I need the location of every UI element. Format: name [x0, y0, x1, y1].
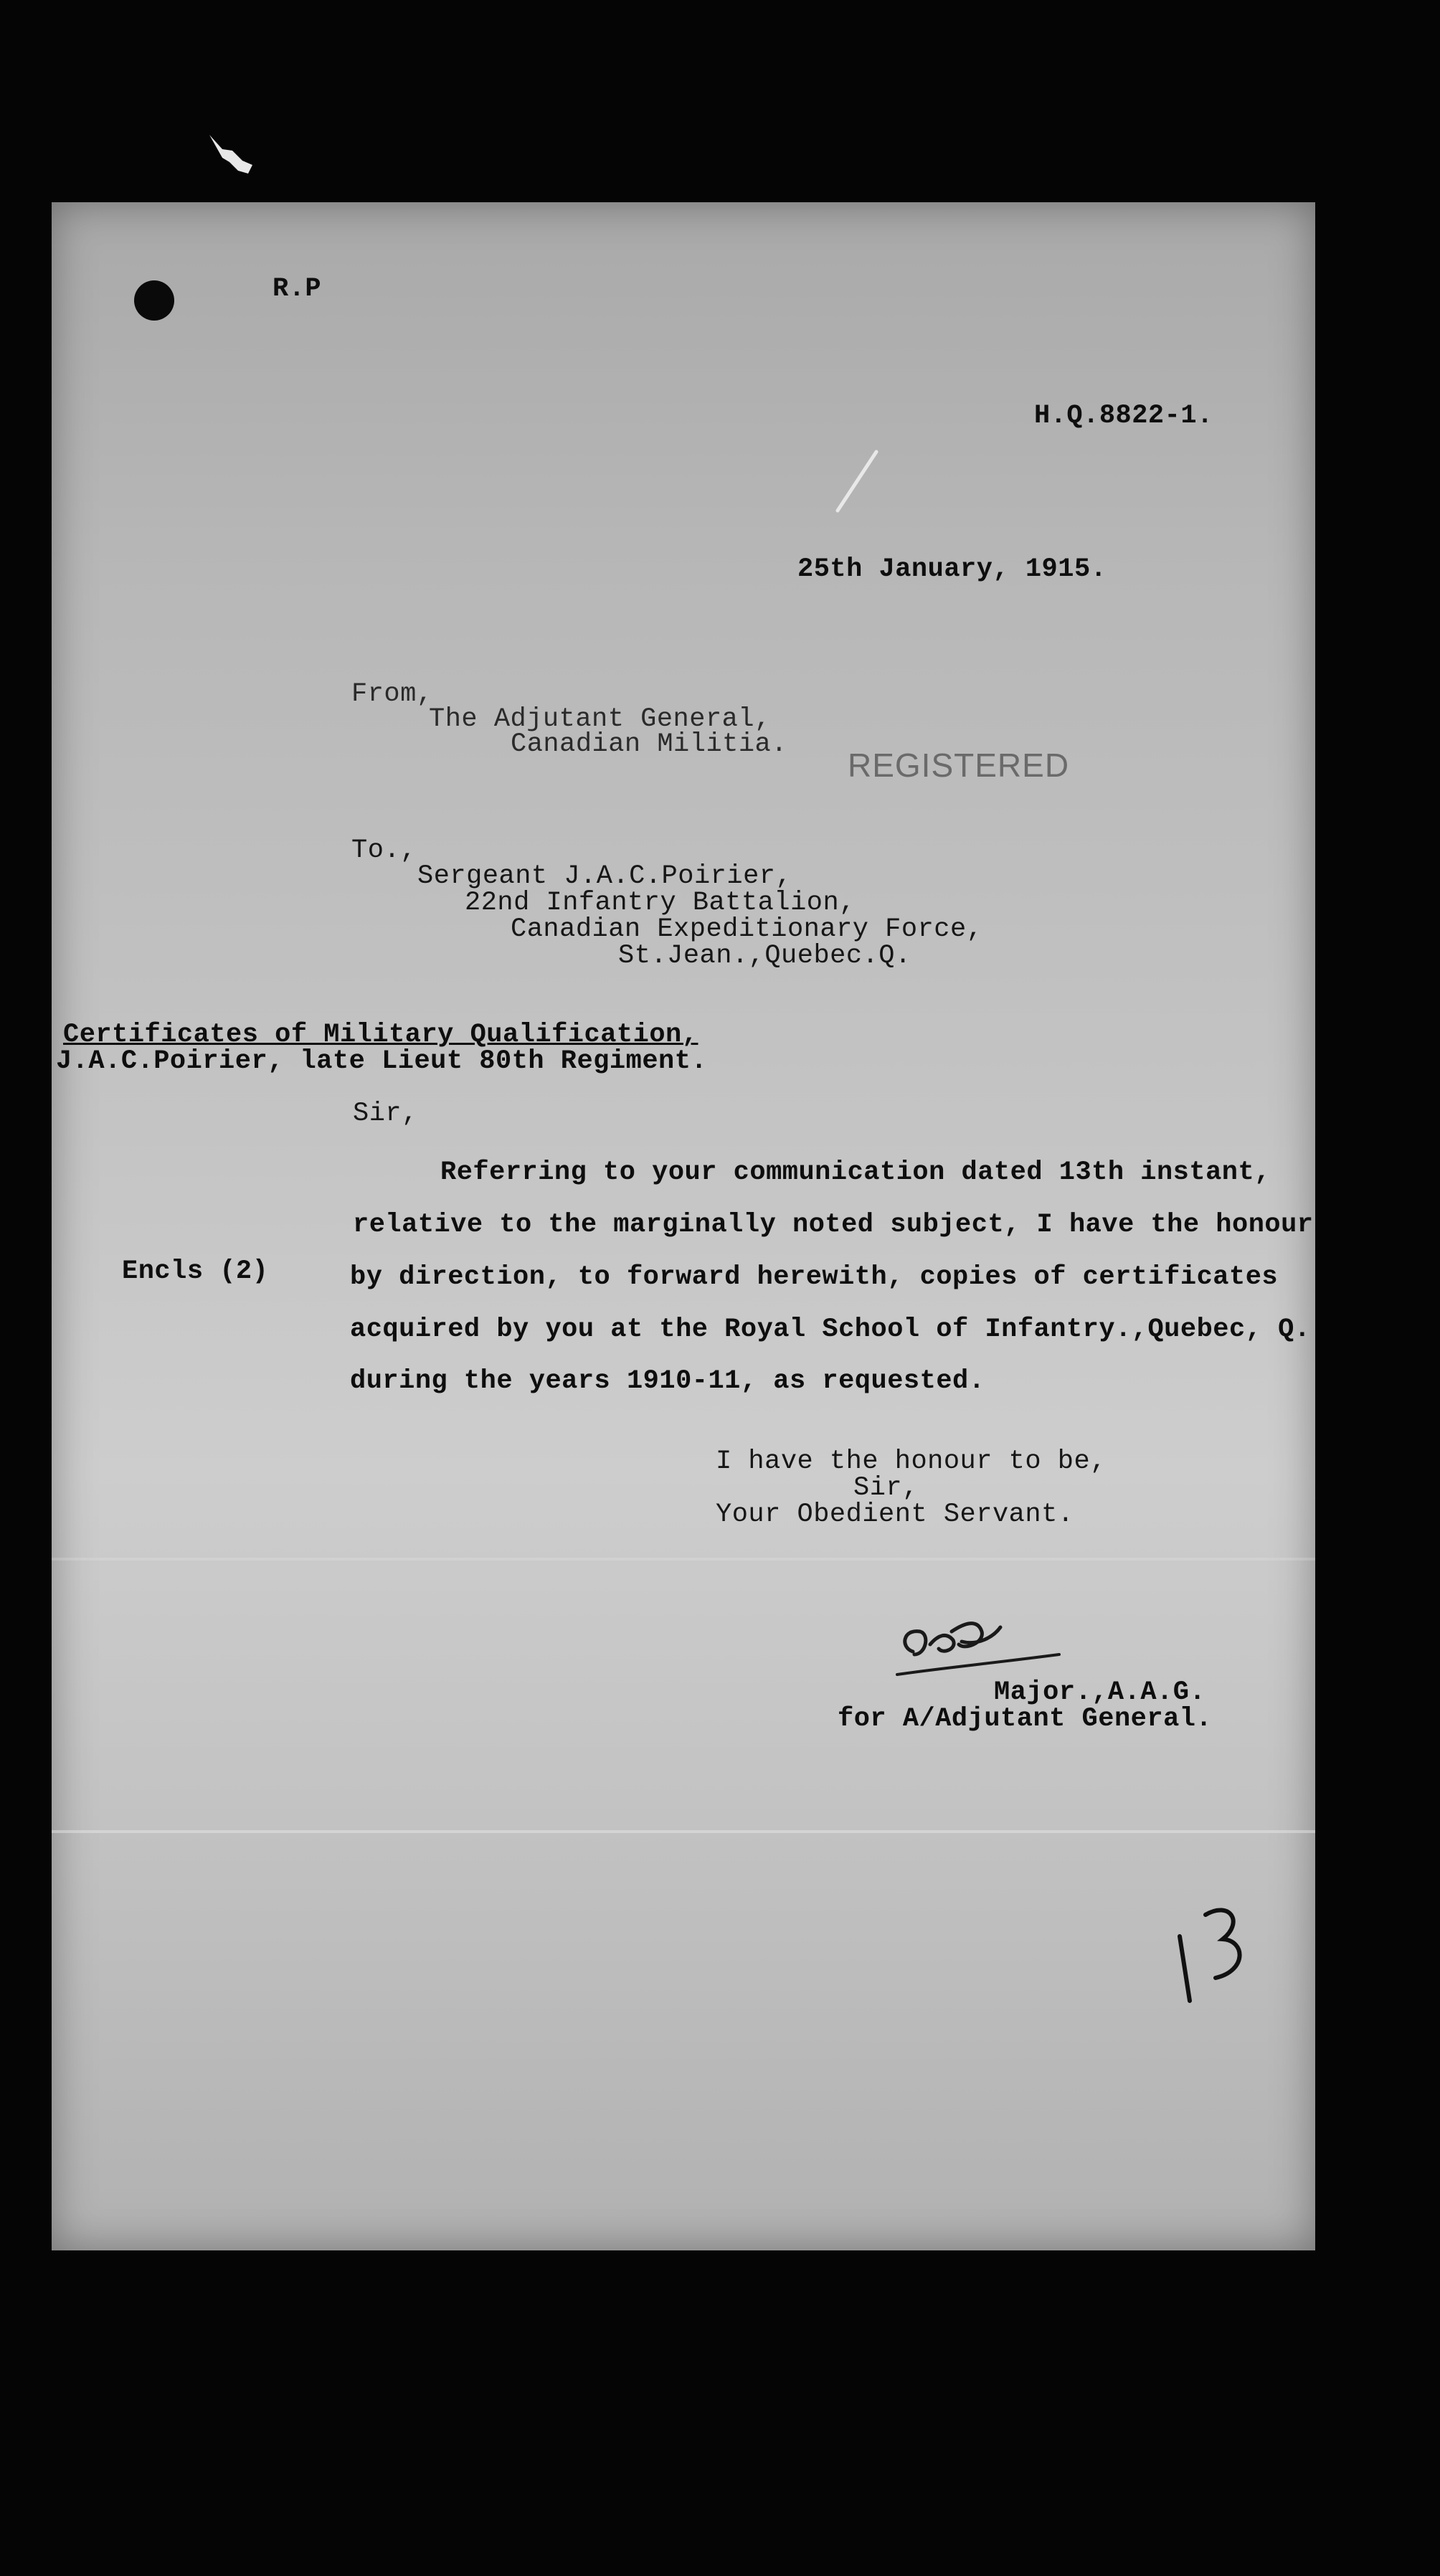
subject-line-2: J.A.C.Poirier, late Lieut 80th Regiment. [56, 1046, 708, 1076]
pencil-tick [832, 445, 889, 516]
file-reference: H.Q.8822-1. [1034, 401, 1213, 431]
from-label: From, [351, 679, 433, 709]
initials: R.P [273, 274, 322, 304]
closing-line-2: Sir, [853, 1473, 919, 1503]
body-line-4: acquired by you at the Royal School of Infantry.,Quebec, Q. [350, 1315, 1311, 1345]
page-crease-lower [52, 1830, 1315, 1833]
signature-title: Major.,A.A.G. [994, 1677, 1206, 1708]
body-line-5: during the years 1910-11, as requested. [350, 1366, 985, 1396]
punch-hole [134, 280, 174, 321]
body-line-3: by direction, to forward herewith, copies of certificates [350, 1262, 1279, 1292]
registered-stamp: REGISTERED [848, 747, 1070, 784]
margin-note-enclosures: Encls (2) [122, 1256, 269, 1287]
from-line-2: Canadian Militia. [511, 729, 787, 759]
from-line-1: The Adjutant General, [429, 704, 771, 734]
closing-line-1: I have the honour to be, [716, 1446, 1107, 1477]
salutation: Sir, [353, 1099, 418, 1129]
signature-for: for A/Adjutant General. [838, 1704, 1213, 1734]
subject-line-1: Certificates of Military Qualification, [63, 1020, 698, 1050]
closing-line-3: Your Obedient Servant. [716, 1500, 1074, 1530]
to-line-1: Sergeant J.A.C.Poirier, [417, 861, 792, 891]
to-label: To., [351, 835, 417, 866]
handwritten-folio-number [1165, 1893, 1266, 2022]
page-crease-upper [52, 1558, 1315, 1561]
body-line-2: relative to the marginally noted subject, I have the honour [353, 1210, 1314, 1240]
body-line-1: Referring to your communication dated 13th instant, [440, 1157, 1271, 1188]
letter-date: 25th January, 1915. [797, 554, 1107, 584]
scan-speck [201, 129, 273, 194]
to-line-4: St.Jean.,Quebec.Q. [618, 941, 911, 971]
to-line-3: Canadian Expeditionary Force, [511, 914, 983, 944]
to-line-2: 22nd Infantry Battalion, [465, 888, 856, 918]
